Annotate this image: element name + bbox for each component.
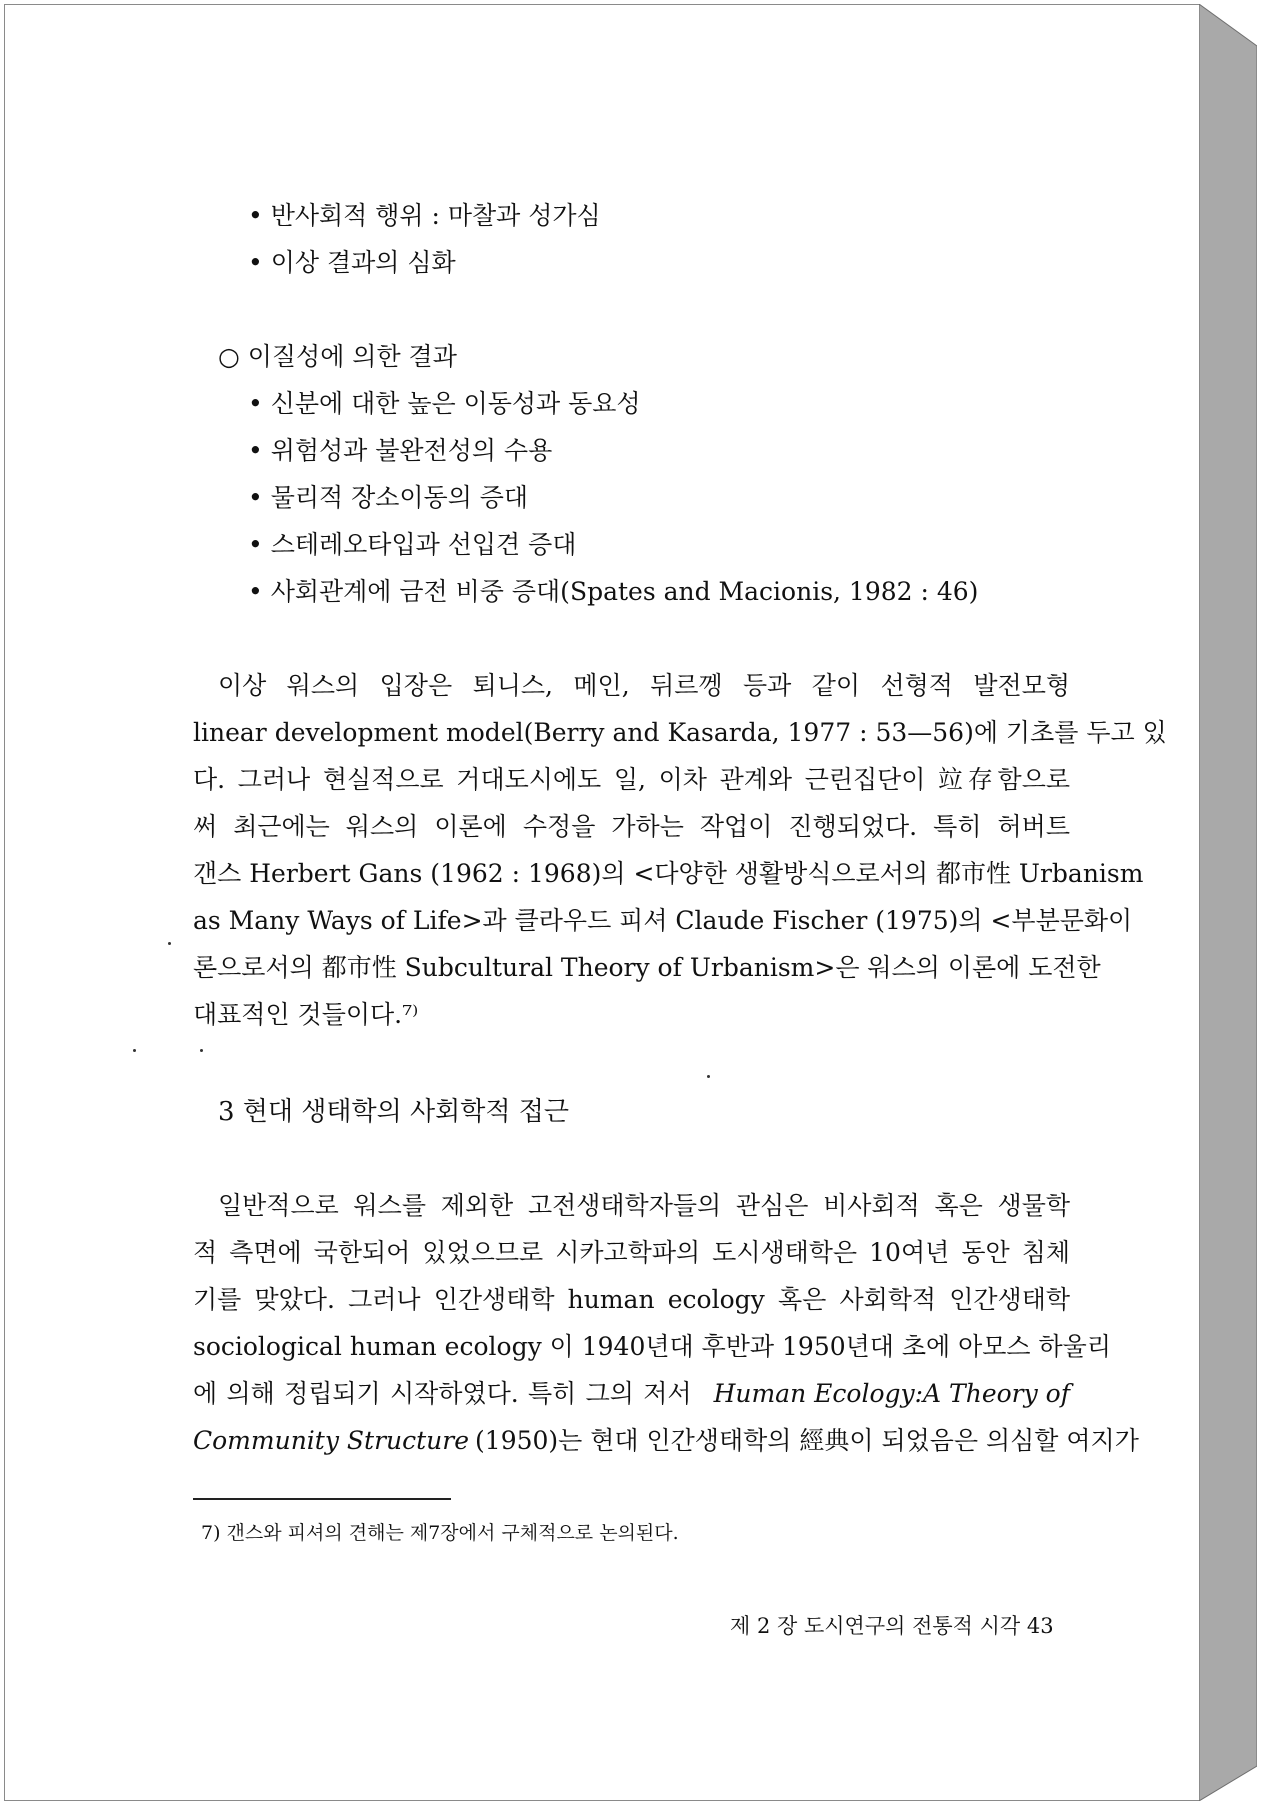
scan-speck: [133, 1049, 136, 1052]
paragraph-line: sociological human ecology 이 1940년대 후반과 1950년대 초에 아모스 하울리: [193, 1332, 1111, 1361]
section-heading: 3 현대 생태학의 사회학적 접근: [218, 1097, 569, 1127]
paragraph-line: 다. 그러나 현실적으로 거대도시에도 일, 이차 관계와 근린집단이 竝存함으로: [193, 765, 1070, 794]
paragraph-line: 론으로서의 都市性 Subcultural Theory of Urbanism>은 워스의 이론에 도전한: [193, 953, 1101, 982]
paragraph-text: 에 의해 정립되기 시작하였다. 특히 그의 저서: [193, 1379, 692, 1408]
paragraph-line: 일반적으로 워스를 제외한 고전생태학자들의 관심은 비사회적 혹은 생물학: [218, 1191, 1070, 1220]
running-footer: 제 2 장 도시연구의 전통적 시각 43: [730, 1614, 1054, 1638]
paragraph-line: 대표적인 것들이다.⁷⁾: [193, 1000, 419, 1029]
scan-speck: [168, 942, 171, 945]
bullet-item: • 이상 결과의 심화: [248, 248, 456, 277]
bullet-item: • 위험성과 불완전성의 수용: [248, 436, 553, 465]
scan-speck: [707, 1075, 710, 1078]
paragraph-line: 갠스 Herbert Gans (1962 : 1968)의 <다양한 생활방식으로서의 都市性 Urbanism: [193, 859, 1144, 888]
bullet-item: • 사회관계에 금전 비중 증대(Spates and Macionis, 1982 : 46): [248, 577, 979, 606]
footnote-rule: [193, 1498, 451, 1500]
book-title: Human Ecology:A Theory of: [713, 1379, 1070, 1408]
scan-speck: [200, 1049, 203, 1052]
paragraph-line: [193, 1378, 1070, 1410]
paragraph-line: 적 측면에 국한되어 있었으므로 시카고학파의 도시생태학은 10여년 동안 침체: [193, 1238, 1070, 1267]
paragraph-text: (1950)는 현대 인간생태학의 經典이 되었음은 의심할 여지가: [475, 1426, 1139, 1455]
paragraph-line: 써 최근에는 워스의 이론에 수정을 가하는 작업이 진행되었다. 특히 허버트: [193, 812, 1070, 841]
paragraph-line: linear development model(Berry and Kasarda, 1977 : 53—56)에 기초를 두고 있: [193, 718, 1167, 747]
paragraph-line: 기를 맞았다. 그러나 인간생태학 human ecology 혹은 사회학적 인간생태학: [193, 1285, 1070, 1314]
bullet-item: • 반사회적 행위 : 마찰과 성가심: [248, 201, 601, 230]
paragraph-line: 이상 워스의 입장은 퇴니스, 메인, 뒤르껭 등과 같이 선형적 발전모형: [218, 671, 1070, 700]
bullet-item: • 신분에 대한 높은 이동성과 동요성: [248, 389, 641, 418]
bullet-item: • 물리적 장소이동의 증대: [248, 483, 529, 512]
paragraph-line: as Many Ways of Life>과 클라우드 피셔 Claude Fischer (1975)의 <부분문화이: [193, 906, 1133, 935]
footnote: 7) 갠스와 피셔의 견해는 제7장에서 구체적으로 논의된다.: [201, 1522, 679, 1544]
book-title: Community Structure: [193, 1426, 470, 1455]
bullet-item: • 스테레오타입과 선입견 증대: [248, 530, 577, 559]
paragraph-line: [193, 1425, 1139, 1457]
sub-heading: ○ 이질성에 의한 결과: [218, 342, 457, 371]
